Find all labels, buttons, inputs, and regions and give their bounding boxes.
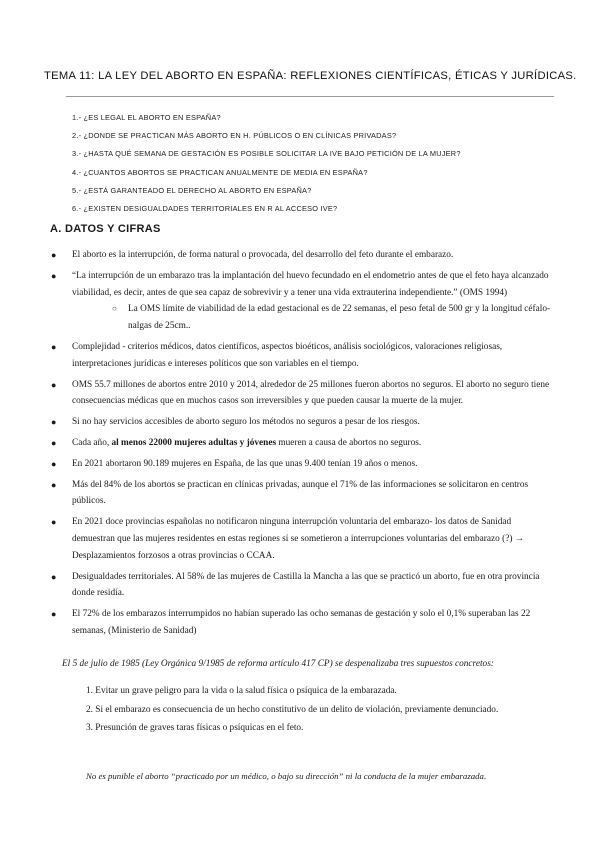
questions-list [72,113,461,222]
bullet-icon: ● [51,458,57,469]
bullet-icon: ● [51,341,57,352]
question-item: 2.- ¿DONDE SE PRACTICAN MÁS ABORTO EN H. PÚBLICOS O EN CLÍNICAS PRIVADAS? [72,131,397,141]
list-item-text-pre: Cada año, [72,437,112,448]
list-item-text: Complejidad - criterios médicos, datos científicos, aspectos bioéticos, análisis sociológicos, valoraciones religiosas, interpretaciones jurídicas e intereses políticos que son variables en el tiempo. [72,341,503,369]
question-item: 4.- ¿CUANTOS ABORTOS SE PRACTICAN ANUALMENTE DE MEDIA EN ESPAÑA? [72,167,368,177]
list-item-text: Si no hay servicios accesibles de aborto seguro los métodos no seguros a pesar de los riesgos. [72,417,420,428]
question-item: 1.- ¿ES LEGAL EL ABORTO EN ESPAÑA? [72,113,221,122]
list-item-text: En 2021 abortaron 90.189 mujeres en España, de las que unas 9.400 tenían 19 años o menos. [72,458,418,469]
list-item-text: Más del 84% de los abortos se practican en clínicas privadas, aunque el 71% de las informaciones se solicitaron en centros públicos. [72,479,529,507]
list-item-text-post: mueren a causa de abortos no seguros. [276,437,422,448]
list-item [51,514,554,564]
list-item [51,606,554,640]
list-item-text: El 72% de los embarazos interrumpidos no habían superado las ocho semanas de gestación y solo el 0,1% superaban las 22 semanas, (Ministerio de Sanidad) [72,609,531,636]
list-item-text: En 2021 doce provincias españolas no notificaron ninguna interrupción voluntaria del embarazo- los datos de Sanidad demuestran que las mujeres residentes en estas regiones sí se sometieron a interrupciones voluntarias del embarazo (?) → Desplazamientos forzosos a otras provincias o CCAA. [72,517,525,561]
bullet-icon: ● [51,517,57,528]
list-item [51,414,554,431]
list-item [51,569,554,603]
section-heading: A. DATOS Y CIFRAS [50,223,161,235]
list-item [51,247,554,264]
list-item [51,268,554,335]
law-list [86,683,536,739]
question-item: 3.- ¿HASTA QUÉ SEMANA DE GESTACIÓN ES POSIBLE SOLICITAR LA IVE BAJO PETICIÓN DE LA MUJER? [72,149,461,159]
bullet-icon: ● [51,479,57,490]
bullet-icon: ● [51,437,57,448]
list-item [51,456,554,473]
list-item-text: El aborto es la interrupción, de forma natural o provocada, del desarrollo del feto durante el embarazo. [72,250,454,260]
list-item [51,435,554,452]
bullet-icon: ● [51,609,57,620]
facts-list [51,247,554,644]
list-item-text-bold: al menos 22000 mujeres adultas y jóvenes [111,437,277,448]
law-intro: El 5 de julio de 1985 (Ley Orgánica 9/1985 de reforma artículo 417 CP) se despenalizaba tres supuestos concretos: [62,659,494,669]
list-item [51,377,554,411]
list-item-text: Desigualdades territoriales. Al 58% de las mujeres de Castilla la Mancha a las que se practicó un aborto, fue en otra provincia donde residía. [72,571,540,599]
law-item: 2. Si el embarazo es consecuencia de un hecho constitutivo de un delito de violación, previamente denunciado. [86,704,499,715]
question-item: 6.- ¿EXISTEN DESIGUALDADES TERRITORIALES EN R AL ACCESO IVE? [72,203,338,213]
law-item: 3. Presunción de graves taras físicas o psíquicas en el feto. [86,723,304,734]
bullet-icon: ● [51,571,57,582]
list-item-text: OMS 55.7 millones de abortos entre 2010 y 2014, alrededor de 25 millones fueron abortos no seguros. El aborto no seguro tiene consecuencias médicas que en muchos casos son irreversibles y que pueden causar la muerte de la mujer. [72,379,550,407]
list-item [51,339,554,373]
sub-list [72,301,554,335]
sub-list-item-text: La OMS límite de viabilidad de la edad gestacional es de 22 semanas, el peso fetal de 500 gr y la longitud céfalo-nalgas de 25cm.. [128,304,551,332]
bullet-icon: ● [51,379,57,390]
list-item-text: “La interrupción de un embarazo tras la implantación del huevo fecundado en el endometrio antes de que el feto haya alcanzado viabilidad, es decir, antes de que sea capaz de sobrevivir y a tener una vida extrauterina independiente.” (OMS 1994) [72,270,549,298]
title-divider [66,96,554,97]
list-item [51,477,554,511]
law-item: 1. Evitar un grave peligro para la vida o la salud física o psíquica de la embarazada. [86,686,397,696]
bullet-icon: ● [51,417,57,428]
sub-list-item [112,301,554,335]
bullet-icon: ● [51,250,57,260]
question-item: 5.- ¿ESTÁ GARANTEADO EL DERECHO AL ABORTO EN ESPAÑA? [72,185,312,195]
circle-bullet-icon: ○ [112,304,117,314]
bullet-icon: ● [51,270,57,281]
closing-note: No es punible el aborto “practicado por un médico, o bajo su dirección” ni la conducta de la mujer embarazada. [86,771,487,781]
page-title: TEMA 11: LA LEY DEL ABORTO EN ESPAÑA: REFLEXIONES CIENTÍFICAS, ÉTICAS Y JURÍDICAS. [44,70,577,82]
